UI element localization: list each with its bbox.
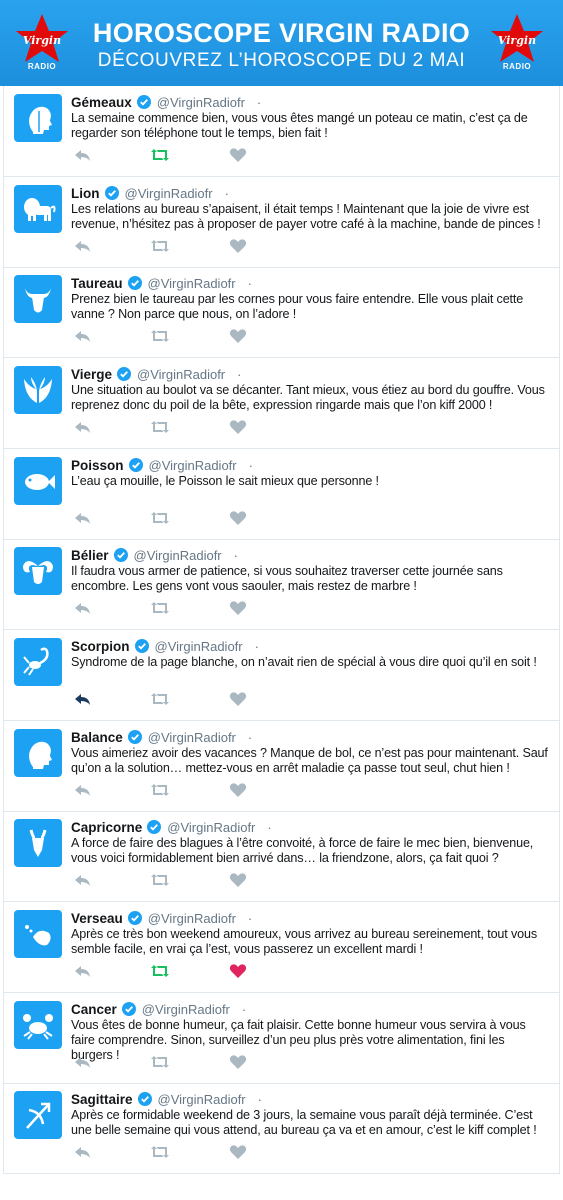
- separator-dot: ·: [241, 1001, 247, 1017]
- account-name[interactable]: Poisson: [71, 457, 124, 473]
- retweet-icon[interactable]: [151, 1054, 169, 1070]
- water-bearer-icon: [19, 915, 57, 953]
- tweet-header: [71, 184, 229, 202]
- avatar[interactable]: [14, 275, 62, 323]
- tweet-header: [71, 93, 261, 111]
- separator-dot: ·: [248, 457, 253, 473]
- account-handle[interactable]: @VirginRadiofr: [137, 366, 226, 382]
- like-icon[interactable]: [229, 963, 247, 979]
- tweet-text: Après ce formidable weekend de 3 jours, la semaine vous paraît déjà terminée. C’est une belle semaine qui vous attend, au bureau ça va et en amour, c’est le kiff complet !: [71, 1108, 537, 1137]
- reply-icon[interactable]: [74, 600, 92, 616]
- separator-dot: ·: [247, 910, 253, 926]
- reply-icon[interactable]: [74, 238, 92, 254]
- avatar[interactable]: [14, 457, 62, 505]
- tweet-header: [71, 546, 238, 564]
- account-handle[interactable]: @VirginRadiofr: [157, 1091, 246, 1107]
- ram-icon: [19, 552, 57, 590]
- tweet-text: Vous êtes de bonne humeur, ça fait plaisir. Cette bonne humeur vous servira à vous faire comprendre. Sinon, surveillez d’un peu plus près votre alimentation, fini les burgers !: [71, 1018, 526, 1062]
- reply-icon[interactable]: [74, 872, 92, 888]
- account-handle[interactable]: @VirginRadiofr: [147, 729, 236, 745]
- tweet-row[interactable]: [4, 86, 559, 177]
- tweet-feed: [3, 86, 560, 1174]
- separator-dot: ·: [233, 547, 238, 563]
- reply-icon[interactable]: [74, 1144, 92, 1160]
- avatar[interactable]: [14, 94, 62, 142]
- retweet-icon[interactable]: [151, 963, 169, 979]
- tweet-row[interactable]: [4, 1083, 559, 1174]
- retweet-icon[interactable]: [151, 238, 169, 254]
- account-handle[interactable]: @VirginRadiofr: [156, 94, 245, 110]
- tweet-text: Vous aimeriez avoir des vacances ? Manque de bol, ce n’est pas pour maintenant. Sauf qu’on a la solution… mettez-vous en arrêt maladie ça passe tout seul, chut hien !: [71, 746, 548, 775]
- tweet-row[interactable]: [4, 811, 559, 902]
- verified-badge-icon: [114, 548, 128, 562]
- page-title: HOROSCOPE VIRGIN RADIO: [92, 18, 471, 48]
- balance-head-icon: [19, 734, 57, 772]
- like-icon[interactable]: [229, 147, 247, 163]
- account-name[interactable]: Cancer: [71, 1001, 117, 1017]
- tweet-text: Prenez bien le taureau par les cornes pour vous faire entendre. Elle vous plait cette vanne ? Non parce que nous, on l’adore !: [71, 292, 524, 321]
- reply-icon[interactable]: [74, 510, 92, 526]
- goat-icon: [19, 824, 57, 862]
- like-icon[interactable]: [229, 1144, 247, 1160]
- tweet-header: [71, 728, 252, 746]
- retweet-icon[interactable]: [151, 600, 169, 616]
- avatar[interactable]: [14, 185, 62, 233]
- verified-badge-icon: [122, 1002, 136, 1016]
- tweet-row[interactable]: [4, 539, 559, 630]
- tweet-text: Syndrome de la page blanche, on n’avait rien de spécial à vous dire quoi qu’il en soit !: [71, 655, 537, 669]
- logo-wordmark: Virgin: [497, 34, 537, 47]
- account-handle[interactable]: @VirginRadiofr: [167, 819, 256, 835]
- separator-dot: ·: [224, 185, 229, 201]
- wings-icon: [19, 371, 57, 409]
- account-handle[interactable]: @VirginRadiofr: [141, 1001, 230, 1017]
- verified-badge-icon: [147, 820, 161, 834]
- tweet-header: [71, 637, 259, 655]
- verified-badge-icon: [135, 639, 149, 653]
- virgin-radio-logo: [14, 12, 70, 74]
- tweet-row[interactable]: [4, 267, 559, 358]
- account-name[interactable]: Capricorne: [71, 819, 143, 835]
- like-icon[interactable]: [229, 782, 247, 798]
- tweet-row[interactable]: [4, 177, 559, 268]
- separator-dot: ·: [247, 275, 252, 291]
- verified-badge-icon: [117, 367, 131, 381]
- tweet-header: [71, 1090, 262, 1108]
- virgin-radio-logo: [489, 12, 545, 74]
- account-name[interactable]: Verseau: [71, 910, 123, 926]
- verified-badge-icon: [137, 95, 151, 109]
- account-name[interactable]: Lion: [71, 185, 100, 201]
- account-name[interactable]: Balance: [71, 729, 123, 745]
- account-handle[interactable]: @VirginRadiofr: [133, 547, 222, 563]
- account-handle[interactable]: @VirginRadiofr: [154, 638, 243, 654]
- tweet-header: [71, 456, 253, 474]
- separator-dot: ·: [257, 1091, 262, 1107]
- tweet-row[interactable]: [4, 993, 559, 1084]
- tweet-text: Il faudra vous armer de patience, si vous souhaitez traverser cette journée sans encombre. Les gens vont vous saouler, mais restez de marbre !: [71, 564, 503, 593]
- page-subtitle: DÉCOUVREZ L’HOROSCOPE DU 2 MAI: [97, 50, 466, 71]
- crab-icon: [19, 1006, 57, 1044]
- separator-dot: ·: [256, 94, 262, 110]
- account-name[interactable]: Gémeaux: [71, 94, 132, 110]
- tweet-text: Une situation au boulot va se décanter. Tant mieux, vous étiez au bord du gouffre. Vous reprenez donc du poil de la bête, expression ringarde mais que l’on kiff 2000 !: [71, 383, 545, 412]
- like-icon[interactable]: [229, 600, 247, 616]
- verified-badge-icon: [105, 186, 119, 200]
- avatar[interactable]: [14, 366, 62, 414]
- like-icon[interactable]: [229, 510, 247, 526]
- archer-icon: [19, 1096, 57, 1134]
- avatar[interactable]: [14, 638, 62, 686]
- retweet-icon[interactable]: [151, 782, 169, 798]
- avatar[interactable]: [14, 1091, 62, 1139]
- logo-wordmark: Virgin: [22, 34, 62, 47]
- tweet-header: [71, 1000, 246, 1018]
- reply-icon[interactable]: [74, 691, 92, 707]
- account-handle[interactable]: @VirginRadiofr: [147, 275, 236, 291]
- tweet-header: [71, 909, 252, 927]
- account-name[interactable]: Taureau: [71, 275, 123, 291]
- tweet-text: Les relations au bureau s’apaisent, il était temps ! Maintenant que la joie de vivre est revenue, n’hésitez pas à proposer de payer votre café à la machine, bande de pinces !: [71, 202, 541, 231]
- avatar[interactable]: [14, 819, 62, 867]
- tweet-text: La semaine commence bien, vous vous êtes mangé un poteau ce matin, c’est ça de regarder son téléphone tout le temps, bien fait !: [71, 111, 528, 140]
- account-handle[interactable]: @VirginRadiofr: [124, 185, 213, 201]
- account-name[interactable]: Vierge: [71, 366, 113, 382]
- reply-icon[interactable]: [74, 419, 92, 435]
- account-handle[interactable]: @VirginRadiofr: [148, 457, 237, 473]
- tweet-header: [71, 274, 252, 292]
- avatar[interactable]: [14, 910, 62, 958]
- verified-badge-icon: [128, 730, 142, 744]
- verified-badge-icon: [129, 458, 143, 472]
- lion-icon: [19, 190, 57, 228]
- page-header: [0, 0, 563, 86]
- account-handle[interactable]: @VirginRadiofr: [147, 910, 236, 926]
- like-icon[interactable]: [229, 1054, 247, 1070]
- fish-icon: [19, 462, 57, 500]
- like-icon[interactable]: [229, 691, 247, 707]
- verified-badge-icon: [128, 276, 142, 290]
- like-icon[interactable]: [229, 328, 247, 344]
- reply-icon[interactable]: [74, 782, 92, 798]
- retweet-icon[interactable]: [151, 328, 169, 344]
- tweet-row[interactable]: [4, 630, 559, 721]
- tweet-text: L’eau ça mouille, le Poisson le sait mieux que personne !: [71, 474, 379, 488]
- tweet-header: [71, 365, 241, 383]
- account-name[interactable]: Scorpion: [71, 638, 130, 654]
- account-name[interactable]: Sagittaire: [71, 1091, 133, 1107]
- tweet-header: [71, 818, 272, 836]
- reply-icon[interactable]: [74, 1054, 92, 1070]
- retweet-icon[interactable]: [151, 1144, 169, 1160]
- tweet-row[interactable]: [4, 358, 559, 449]
- avatar[interactable]: [14, 1001, 62, 1049]
- retweet-icon[interactable]: [151, 147, 169, 163]
- tweet-row[interactable]: [4, 902, 559, 993]
- tweet-row[interactable]: [4, 721, 559, 812]
- retweet-icon[interactable]: [151, 691, 169, 707]
- like-icon[interactable]: [229, 238, 247, 254]
- like-icon[interactable]: [229, 872, 247, 888]
- tweet-text: A force de faire des blagues à l’être convoité, à force de faire le mec bien, bienvenue, vous voici formidablement bien arrivé dans… la friendzone, alors, ça fait quoi ?: [71, 836, 534, 865]
- scorpion-icon: [19, 643, 57, 681]
- avatar[interactable]: [14, 547, 62, 595]
- verified-badge-icon: [128, 911, 142, 925]
- separator-dot: ·: [247, 729, 253, 745]
- logo-radio-label: RADIO: [502, 62, 532, 71]
- gemini-head-icon: [19, 99, 57, 137]
- tweet-row[interactable]: [4, 449, 559, 540]
- reply-icon[interactable]: [74, 147, 92, 163]
- reply-icon[interactable]: [74, 963, 92, 979]
- avatar[interactable]: [14, 729, 62, 777]
- separator-dot: ·: [237, 366, 242, 382]
- separator-dot: ·: [254, 638, 259, 654]
- retweet-icon[interactable]: [151, 510, 169, 526]
- account-name[interactable]: Bélier: [71, 547, 109, 563]
- reply-icon[interactable]: [74, 328, 92, 344]
- retweet-icon[interactable]: [151, 872, 169, 888]
- tweet-text: Après ce très bon weekend amoureux, vous arrivez au bureau sereinement, tout vous semble facile, en vrai ça l’est, vous passerez un excellent mardi !: [71, 927, 537, 956]
- separator-dot: ·: [267, 819, 272, 835]
- verified-badge-icon: [138, 1092, 152, 1106]
- retweet-icon[interactable]: [151, 419, 169, 435]
- like-icon[interactable]: [229, 419, 247, 435]
- bull-icon: [19, 280, 57, 318]
- logo-radio-label: RADIO: [27, 62, 57, 71]
